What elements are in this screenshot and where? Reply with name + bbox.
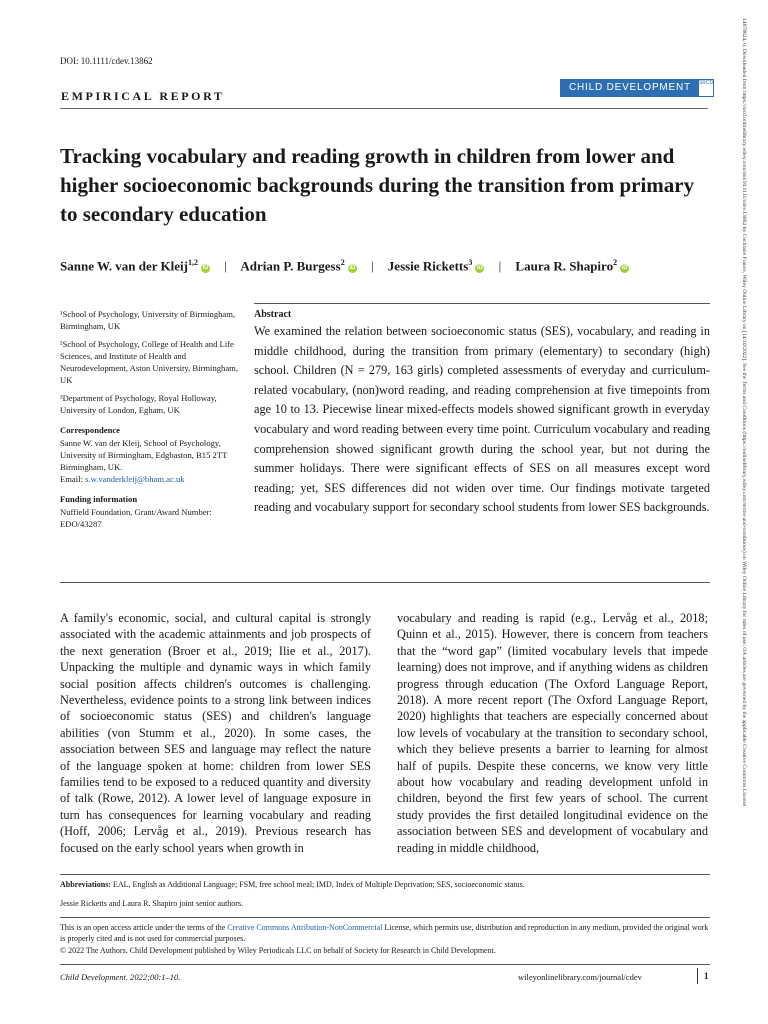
license-link[interactable]: Creative Commons Attribution-NonCommercial (227, 923, 383, 932)
funding-heading: Funding information (60, 494, 138, 504)
author-name[interactable]: Adrian P. Burgess (240, 258, 341, 274)
correspondence-text: Sanne W. van der Kleij, School of Psychology, University of Birmingham, Edgbaston, B15 2TT Birmingham, UK. Email: s.w.vanderkleij@bham.ac.uk (60, 438, 228, 484)
footer-rule (60, 964, 710, 965)
affiliation: ¹School of Psychology, University of Birmingham, Birmingham, UK (60, 309, 236, 331)
download-side-note: 14678624, 0, Downloaded from https://srcd.onlinelibrary.wiley.com/doi/10.1111/cdev.13862 by Cochrane France, Wiley Online Library on [14/10/2022]. See the Terms and Conditions (https://onlinelibrary.wiley.com/terms-and-conditions) on Wiley Online Library for rules of use; OA articles are governed by the applicable Creative Commons License (741, 18, 747, 807)
orcid-icon[interactable]: iD (621, 265, 628, 272)
header-rule (60, 108, 708, 109)
page-number: 1 (704, 971, 709, 981)
orcid-icon[interactable]: iD (202, 265, 209, 272)
article-title: Tracking vocabulary and reading growth in children from lower and higher socioeconomic backgrounds during the transition from primary to secondary education (60, 144, 695, 226)
orcid-icon[interactable]: iD (476, 265, 483, 272)
orcid-icon[interactable]: iD (349, 265, 356, 272)
footer-divider (697, 968, 698, 984)
affiliations-column (60, 308, 242, 536)
author-name[interactable]: Laura R. Shapiro (515, 258, 614, 274)
affiliation: ²School of Psychology, College of Health and Life Sciences, and Institute of Health and Neurodevelopment, Aston University, Birmingham, UK (60, 339, 238, 385)
abbreviations-note: Abbreviations: EAL, English as Additional Language; FSM, free school meal; IMD, Index of Multiple Deprivation; SES, socioeconomic status. (60, 880, 525, 889)
joint-authors-note: Jessie Ricketts and Laura R. Shapiro joint senior authors. (60, 899, 244, 908)
section-divider (60, 582, 710, 583)
doi-line: DOI: 10.1111/cdev.13862 (60, 56, 153, 66)
email-link[interactable]: s.w.vanderkleij@bham.ac.uk (85, 474, 185, 484)
society-logo-icon: SRCD (699, 80, 713, 96)
body-text-left: A family's economic, social, and cultural capital is strongly associated with the academic attainments and job prospects of the next generation (Broer et al., 2019; Ilie et al., 2017). Unpacking the multiple and dynamic ways in which family social position affects children's outcomes is challenging. Nevertheless, evidence points to a strong link between indices of socioeconomic status (SES) and children's language abilities (von Stumm et al., 2020). In some cases, the association between SES and language may reflect the nature of the language spoken at home: children from lower SES families tend to be exposed to a reduced quantity and diversity of talk (Rowe, 2012). A lower level of language exposure in turn has consequences for learning vocabulary and reading (Hoff, 2006; Lervåg et al., 2019). Previous research has focused on the early school years when growth in (60, 611, 371, 855)
section-label: EMPIRICAL REPORT (61, 89, 225, 103)
abstract-rule (254, 303, 710, 304)
footer-citation: Child Development. 2022;00:1–10. (60, 972, 181, 982)
footnote-rule (60, 917, 710, 918)
funding-text: Nuffield Foundation, Grant/Award Number: EDO/43287 (60, 507, 212, 529)
author-separator: | (370, 258, 374, 274)
abstract-text: We examined the relation between socioeconomic status (SES), vocabulary, and reading in middle childhood, during the transition from primary (elementary) to secondary (high) school. Children (N = 279, 163 girls) completed assessments of everyday and curriculum-related vocabulary, (non)word reading, and reading comprehension at five timepoints from age 10 to 13. Piecewise linear mixed-effects models showed significant growth in everyday vocabulary and word reading between every time point. Curriculum vocabulary and reading comprehension showed significant growth during the school year, but not during the summer holidays. There were significant effects of SES on all measures except word reading; yet, SES differences did not widen over time. Our findings motivate targeted reading and vocabulary support for secondary school students from lower SES backgrounds. (254, 324, 710, 515)
author-affil: 2 (613, 258, 618, 267)
abstract (254, 309, 710, 518)
correspondence-heading: Correspondence (60, 425, 120, 435)
author-affil: 2 (340, 258, 345, 267)
footer-url[interactable]: wileyonlinelibrary.com/journal/cdev (518, 972, 642, 982)
author-name[interactable]: Sanne W. van der Kleij (60, 258, 188, 274)
journal-name: CHILD DEVELOPMENT (561, 80, 699, 96)
author-name[interactable]: Jessie Ricketts (387, 258, 469, 274)
author-separator: | (224, 258, 227, 274)
author-separator: | (498, 258, 502, 274)
body-text-right: vocabulary and reading is rapid (e.g., Lervåg et al., 2018; Quinn et al., 2015). However, there is concern from teachers that the “word gap” (limited vocabulary levels that impede learning) does not improve, and if anything widens as children progress through education (The Oxford Language Report, 2018). A more recent report (The Oxford Language Report, 2020) highlights that teachers are especially concerned about low levels of vocabulary at the transition to secondary school, which they believe presents a barrier to learning for almost half of pupils. Despite these concerns, we know very little about how vocabulary and reading development unfold in children, beyond the first few years of school. The current study provides the first detailed longitudinal evidence on the association between SES and development of vocabulary and reading in middle childhood, (397, 611, 708, 855)
author-affil: 1,2 (187, 258, 198, 267)
journal-badge[interactable] (560, 79, 714, 97)
author-list (60, 258, 720, 274)
author-affil: 3 (468, 258, 473, 267)
footnote-rule (60, 874, 710, 875)
affiliation: ³Department of Psychology, Royal Holloway, University of London, Egham, UK (60, 393, 217, 415)
copyright-note: © 2022 The Authors. Child Development published by Wiley Periodicals LLC on behalf of Society for Research in Child Development. (60, 946, 496, 955)
abstract-title: Abstract (254, 309, 292, 320)
license-note: This is an open access article under the terms of the Creative Commons Attribution-NonCommercial License, which permits use, distribution and reproduction in any medium, provided the original work is properly cited and is not used for commercial purposes. (60, 923, 709, 943)
